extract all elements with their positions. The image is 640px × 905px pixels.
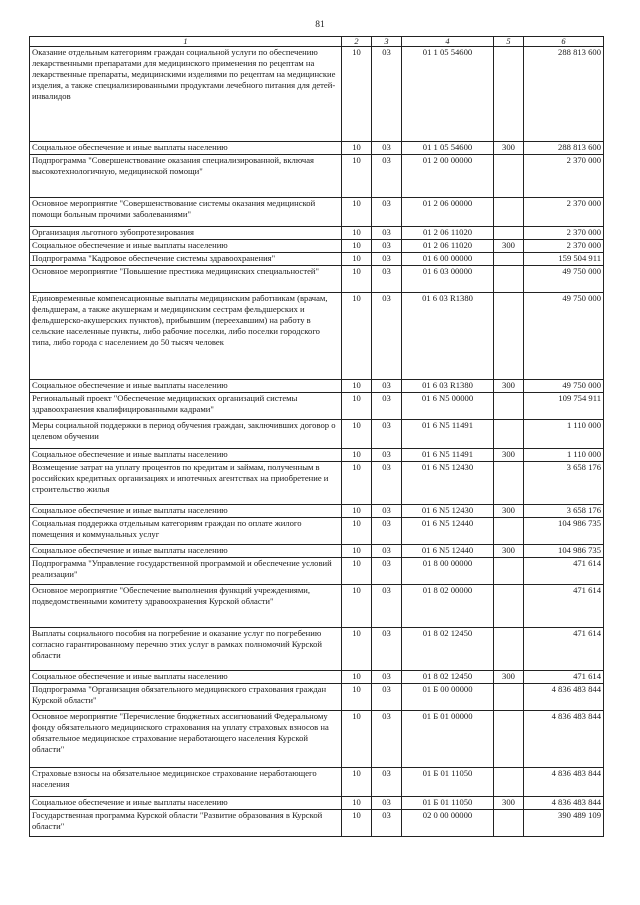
row-target-article-cell: 01 6 N5 12440 <box>402 545 494 558</box>
row-subsection-cell: 03 <box>372 558 402 585</box>
row-subsection-cell: 03 <box>372 768 402 797</box>
header-row <box>30 37 604 47</box>
row-section-cell: 10 <box>342 711 372 768</box>
row-amount-cell: 471 614 <box>524 585 604 628</box>
row-section-cell: 10 <box>342 797 372 810</box>
row-section-cell: 10 <box>342 558 372 585</box>
table-row <box>30 253 604 266</box>
row-section-cell: 10 <box>342 585 372 628</box>
row-subsection-cell: 03 <box>372 462 402 505</box>
row-expense-type-cell <box>494 628 524 671</box>
row-name-cell: Единовременные компенсационные выплаты медицинским работникам (врачам, фельдшерам, а также акушеркам и медицинским сестрам фельдшерских и фельдшерско-акушерских пунктов), прибывшим (переехавшим) на работу в сельские населенные пункты, либо рабочие поселки, либо поселки городского типа, либо города с населением до 50 тысяч человек <box>30 293 342 380</box>
row-section-cell: 10 <box>342 227 372 240</box>
row-expense-type-cell <box>494 518 524 545</box>
row-section-cell: 10 <box>342 293 372 380</box>
row-section-cell: 10 <box>342 420 372 449</box>
row-name-cell: Страховые взносы на обязательное медицинское страхование неработающего населения <box>30 768 342 797</box>
table-row <box>30 420 604 449</box>
row-expense-type-cell: 300 <box>494 671 524 684</box>
row-expense-type-cell <box>494 558 524 585</box>
row-target-article-cell: 01 8 02 12450 <box>402 628 494 671</box>
row-subsection-cell: 03 <box>372 142 402 155</box>
table-row <box>30 155 604 198</box>
row-amount-cell: 471 614 <box>524 671 604 684</box>
row-name-cell: Оказание отдельным категориям граждан социальной услуги по обеспечению лекарственными препаратами для медицинского применения по рецептам на лекарственные препараты, медицинскими изделиями по рецептам на медицинские изделия, а также специализированными продуктами лечебного питания для детей-инвалидов <box>30 47 342 142</box>
row-expense-type-cell: 300 <box>494 380 524 393</box>
row-name-cell: Социальное обеспечение и иные выплаты населению <box>30 380 342 393</box>
row-amount-cell: 4 836 483 844 <box>524 797 604 810</box>
row-target-article-cell: 01 2 06 11020 <box>402 227 494 240</box>
row-name-cell: Социальное обеспечение и иные выплаты населению <box>30 797 342 810</box>
row-amount-cell: 4 836 483 844 <box>524 768 604 797</box>
row-section-cell: 10 <box>342 518 372 545</box>
row-subsection-cell: 03 <box>372 155 402 198</box>
table-row <box>30 393 604 420</box>
row-expense-type-cell <box>494 198 524 227</box>
table-row <box>30 671 604 684</box>
row-amount-cell: 1 110 000 <box>524 420 604 449</box>
row-subsection-cell: 03 <box>372 810 402 837</box>
row-subsection-cell: 03 <box>372 266 402 293</box>
row-target-article-cell: 01 6 N5 12430 <box>402 462 494 505</box>
row-subsection-cell: 03 <box>372 545 402 558</box>
row-section-cell: 10 <box>342 47 372 142</box>
row-expense-type-cell: 300 <box>494 142 524 155</box>
table-row <box>30 47 604 142</box>
row-name-cell: Меры социальной поддержки в период обучения граждан, заключивших договор о целевом обучении <box>30 420 342 449</box>
row-target-article-cell: 01 6 00 00000 <box>402 253 494 266</box>
table-row <box>30 684 604 711</box>
row-subsection-cell: 03 <box>372 393 402 420</box>
row-amount-cell: 2 370 000 <box>524 198 604 227</box>
table-row <box>30 810 604 837</box>
table-row <box>30 240 604 253</box>
row-section-cell: 10 <box>342 545 372 558</box>
row-amount-cell: 49 750 000 <box>524 293 604 380</box>
table-row <box>30 711 604 768</box>
row-target-article-cell: 01 6 N5 11491 <box>402 449 494 462</box>
row-expense-type-cell: 300 <box>494 505 524 518</box>
row-target-article-cell: 01 6 03 R1380 <box>402 293 494 380</box>
row-amount-cell: 288 813 600 <box>524 47 604 142</box>
row-name-cell: Социальное обеспечение и иные выплаты населению <box>30 142 342 155</box>
row-expense-type-cell <box>494 393 524 420</box>
page-number: 81 <box>315 20 325 30</box>
header-cell-subsection: 3 <box>372 37 402 47</box>
row-target-article-cell: 01 8 02 12450 <box>402 671 494 684</box>
row-amount-cell: 1 110 000 <box>524 449 604 462</box>
table-row <box>30 505 604 518</box>
row-name-cell: Социальное обеспечение и иные выплаты населению <box>30 449 342 462</box>
row-section-cell: 10 <box>342 393 372 420</box>
row-name-cell: Социальное обеспечение и иные выплаты населению <box>30 505 342 518</box>
table-row <box>30 266 604 293</box>
row-subsection-cell: 03 <box>372 253 402 266</box>
row-amount-cell: 2 370 000 <box>524 227 604 240</box>
row-expense-type-cell <box>494 585 524 628</box>
budget-table <box>29 36 604 837</box>
row-name-cell: Основное мероприятие "Повышение престижа медицинских специальностей" <box>30 266 342 293</box>
header-cell-name: 1 <box>30 37 342 47</box>
table-row <box>30 585 604 628</box>
table-row <box>30 768 604 797</box>
row-name-cell: Социальная поддержка отдельным категориям граждан по оплате жилого помещения и коммунальных услуг <box>30 518 342 545</box>
row-subsection-cell: 03 <box>372 505 402 518</box>
row-amount-cell: 109 754 911 <box>524 393 604 420</box>
row-subsection-cell: 03 <box>372 628 402 671</box>
row-name-cell: Подпрограмма "Управление государственной программой и обеспечение условий реализации" <box>30 558 342 585</box>
row-expense-type-cell: 300 <box>494 797 524 810</box>
row-target-article-cell: 01 Б 01 00000 <box>402 711 494 768</box>
row-expense-type-cell <box>494 768 524 797</box>
table-row <box>30 558 604 585</box>
header-cell-expense-type: 5 <box>494 37 524 47</box>
table-row <box>30 518 604 545</box>
row-subsection-cell: 03 <box>372 380 402 393</box>
row-section-cell: 10 <box>342 810 372 837</box>
row-name-cell: Социальное обеспечение и иные выплаты населению <box>30 671 342 684</box>
row-target-article-cell: 01 2 00 00000 <box>402 155 494 198</box>
row-expense-type-cell <box>494 293 524 380</box>
row-section-cell: 10 <box>342 266 372 293</box>
row-section-cell: 10 <box>342 768 372 797</box>
row-amount-cell: 2 370 000 <box>524 240 604 253</box>
row-subsection-cell: 03 <box>372 684 402 711</box>
row-target-article-cell: 01 6 03 R1380 <box>402 380 494 393</box>
row-section-cell: 10 <box>342 198 372 227</box>
row-name-cell: Основное мероприятие "Обеспечение выполнения функций учреждениями, подведомственными комитету здравоохранения Курской области" <box>30 585 342 628</box>
table-body <box>30 47 604 837</box>
table-row <box>30 449 604 462</box>
row-amount-cell: 471 614 <box>524 628 604 671</box>
row-expense-type-cell <box>494 253 524 266</box>
row-target-article-cell: 01 6 03 00000 <box>402 266 494 293</box>
row-subsection-cell: 03 <box>372 711 402 768</box>
row-subsection-cell: 03 <box>372 293 402 380</box>
row-section-cell: 10 <box>342 505 372 518</box>
row-amount-cell: 49 750 000 <box>524 266 604 293</box>
table-row <box>30 462 604 505</box>
row-name-cell: Государственная программа Курской области "Развитие образования в Курской области" <box>30 810 342 837</box>
row-target-article-cell: 01 Б 01 11050 <box>402 768 494 797</box>
row-amount-cell: 390 489 109 <box>524 810 604 837</box>
row-name-cell: Основное мероприятие "Перечисление бюджетных ассигнований Федеральному фонду обязательного медицинского страхования на уплату страховых взносов на обязательное медицинское страхование неработающего населения Курской области" <box>30 711 342 768</box>
row-target-article-cell: 01 2 06 00000 <box>402 198 494 227</box>
row-target-article-cell: 01 Б 00 00000 <box>402 684 494 711</box>
row-amount-cell: 49 750 000 <box>524 380 604 393</box>
row-section-cell: 10 <box>342 671 372 684</box>
row-target-article-cell: 01 6 N5 11491 <box>402 420 494 449</box>
row-target-article-cell: 01 6 N5 00000 <box>402 393 494 420</box>
row-expense-type-cell: 300 <box>494 449 524 462</box>
row-expense-type-cell <box>494 155 524 198</box>
row-name-cell: Подпрограмма "Совершенствование оказания специализированной, включая высокотехнологичную, медицинской помощи" <box>30 155 342 198</box>
row-amount-cell: 104 986 735 <box>524 518 604 545</box>
row-amount-cell: 3 658 176 <box>524 462 604 505</box>
row-expense-type-cell <box>494 227 524 240</box>
row-name-cell: Возмещение затрат на уплату процентов по кредитам и займам, полученным в российских кредитных организациях и ипотечных агентствах на приобретение и строительство жилья <box>30 462 342 505</box>
row-expense-type-cell <box>494 420 524 449</box>
row-subsection-cell: 03 <box>372 671 402 684</box>
row-target-article-cell: 01 8 00 00000 <box>402 558 494 585</box>
row-subsection-cell: 03 <box>372 227 402 240</box>
row-subsection-cell: 03 <box>372 47 402 142</box>
row-amount-cell: 159 504 911 <box>524 253 604 266</box>
row-name-cell: Подпрограмма "Кадровое обеспечение системы здравоохранения" <box>30 253 342 266</box>
table-row <box>30 628 604 671</box>
row-target-article-cell: 01 2 06 11020 <box>402 240 494 253</box>
header-cell-section: 2 <box>342 37 372 47</box>
row-amount-cell: 2 370 000 <box>524 155 604 198</box>
row-expense-type-cell <box>494 684 524 711</box>
row-name-cell: Подпрограмма "Организация обязательного медицинского страхования граждан Курской области" <box>30 684 342 711</box>
row-target-article-cell: 01 1 05 54600 <box>402 47 494 142</box>
row-section-cell: 10 <box>342 449 372 462</box>
row-target-article-cell: 02 0 00 00000 <box>402 810 494 837</box>
row-subsection-cell: 03 <box>372 240 402 253</box>
row-expense-type-cell <box>494 266 524 293</box>
row-section-cell: 10 <box>342 684 372 711</box>
row-name-cell: Социальное обеспечение и иные выплаты населению <box>30 545 342 558</box>
row-subsection-cell: 03 <box>372 585 402 628</box>
row-section-cell: 10 <box>342 462 372 505</box>
row-section-cell: 10 <box>342 142 372 155</box>
row-amount-cell: 288 813 600 <box>524 142 604 155</box>
row-name-cell: Региональный проект "Обеспечение медицинских организаций системы здравоохранения квалифицированными кадрами" <box>30 393 342 420</box>
row-amount-cell: 3 658 176 <box>524 505 604 518</box>
header-cell-amount: 6 <box>524 37 604 47</box>
row-name-cell: Организация льготного зубопротезирования <box>30 227 342 240</box>
row-expense-type-cell <box>494 810 524 837</box>
row-name-cell: Социальное обеспечение и иные выплаты населению <box>30 240 342 253</box>
row-target-article-cell: 01 6 N5 12430 <box>402 505 494 518</box>
row-expense-type-cell <box>494 47 524 142</box>
row-amount-cell: 104 986 735 <box>524 545 604 558</box>
table-row <box>30 142 604 155</box>
row-section-cell: 10 <box>342 380 372 393</box>
table-row <box>30 545 604 558</box>
header-cell-target-article: 4 <box>402 37 494 47</box>
table-row <box>30 227 604 240</box>
row-target-article-cell: 01 8 02 00000 <box>402 585 494 628</box>
row-amount-cell: 471 614 <box>524 558 604 585</box>
row-expense-type-cell: 300 <box>494 240 524 253</box>
row-amount-cell: 4 836 483 844 <box>524 711 604 768</box>
row-subsection-cell: 03 <box>372 420 402 449</box>
row-subsection-cell: 03 <box>372 198 402 227</box>
row-subsection-cell: 03 <box>372 449 402 462</box>
table-row <box>30 797 604 810</box>
row-section-cell: 10 <box>342 253 372 266</box>
row-subsection-cell: 03 <box>372 518 402 545</box>
row-name-cell: Выплаты социального пособия на погребение и оказание услуг по погребению согласно гарантированному перечню этих услуг в рамках полномочий Курской области <box>30 628 342 671</box>
row-name-cell: Основное мероприятие "Совершенствование системы оказания медицинской помощи больным прочими заболеваниями" <box>30 198 342 227</box>
row-section-cell: 10 <box>342 240 372 253</box>
row-section-cell: 10 <box>342 628 372 671</box>
row-amount-cell: 4 836 483 844 <box>524 684 604 711</box>
row-section-cell: 10 <box>342 155 372 198</box>
table-row <box>30 293 604 380</box>
row-target-article-cell: 01 1 05 54600 <box>402 142 494 155</box>
table-row <box>30 198 604 227</box>
table-row <box>30 380 604 393</box>
row-target-article-cell: 01 6 N5 12440 <box>402 518 494 545</box>
row-subsection-cell: 03 <box>372 797 402 810</box>
row-expense-type-cell: 300 <box>494 545 524 558</box>
row-expense-type-cell <box>494 462 524 505</box>
row-expense-type-cell <box>494 711 524 768</box>
row-target-article-cell: 01 Б 01 11050 <box>402 797 494 810</box>
